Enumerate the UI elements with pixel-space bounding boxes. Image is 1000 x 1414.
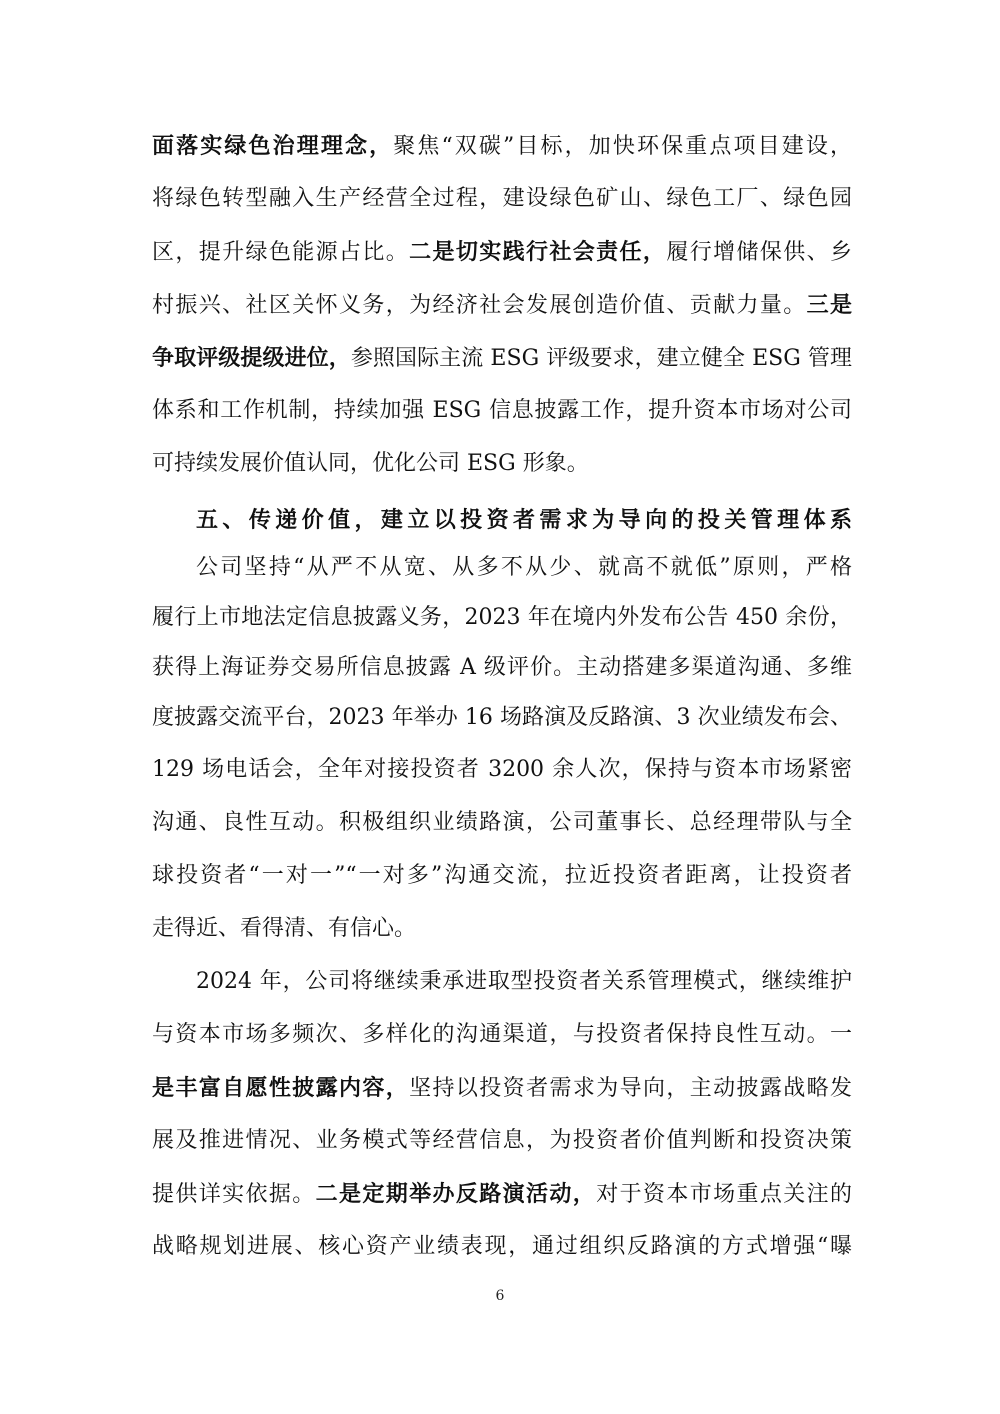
text-line: 获得上海证券交易所信息披露 A 级评价。主动搭建多渠道沟通、多维 — [152, 655, 852, 680]
text-line: 公司坚持“从严不从宽、从多不从少、就高不就低”原则，严格 — [196, 555, 852, 580]
text-line: 履行上市地法定信息披露义务，2023 年在境内外发布公告 450 余份， — [152, 605, 852, 630]
text-line: 2024 年，公司将继续秉承进取型投资者关系管理模式，继续维护 — [196, 969, 852, 994]
text-line: 可持续发展价值认同，优化公司 ESG 形象。 — [152, 451, 589, 476]
text-line: 展及推进情况、业务模式等经营信息，为投资者价值判断和投资决策 — [152, 1128, 852, 1153]
text-line: 129 场电话会，全年对接投资者 3200 余人次，保持与资本市场紧密 — [152, 757, 852, 782]
text-line: 区，提升绿色能源占比。二是切实践行社会责任，履行增储保供、乡 — [152, 239, 852, 265]
text-line: 提供详实依据。二是定期举办反路演活动，对于资本市场重点关注的 — [152, 1181, 852, 1207]
text-line: 战略规划进展、核心资产业绩表现，通过组织反路演的方式增强“曝 — [152, 1234, 852, 1259]
text-line: 是丰富自愿性披露内容，坚持以投资者需求为导向，主动披露战略发 — [152, 1075, 852, 1101]
text-line: 与资本市场多频次、多样化的沟通渠道，与投资者保持良性互动。一 — [152, 1022, 852, 1047]
text-line: 争取评级提级进位，参照国际主流 ESG 评级要求，建立健全 ESG 管理 — [152, 345, 852, 371]
text-line: 度披露交流平台，2023 年举办 16 场路演及反路演、3 次业绩发布会、 — [152, 705, 852, 730]
page-number: 6 — [495, 1288, 505, 1304]
section-heading: 五、传递价值，建立以投资者需求为导向的投关管理体系 — [196, 507, 852, 533]
text-line: 走得近、看得清、有信心。 — [152, 916, 417, 941]
text-line: 将绿色转型融入生产经营全过程，建设绿色矿山、绿色工厂、绿色园 — [152, 186, 852, 211]
text-line: 面落实绿色治理理念，聚焦“双碳”目标，加快环保重点项目建设， — [152, 133, 852, 159]
text-line: 体系和工作机制，持续加强 ESG 信息披露工作，提升资本市场对公司 — [152, 398, 852, 423]
text-line: 村振兴、社区关怀义务，为经济社会发展创造价值、贡献力量。三是 — [152, 292, 852, 318]
text-line: 球投资者“一对一”“一对多”沟通交流，拉近投资者距离，让投资者 — [152, 863, 852, 888]
text-line: 沟通、良性互动。积极组织业绩路演，公司董事长、总经理带队与全 — [152, 810, 852, 835]
